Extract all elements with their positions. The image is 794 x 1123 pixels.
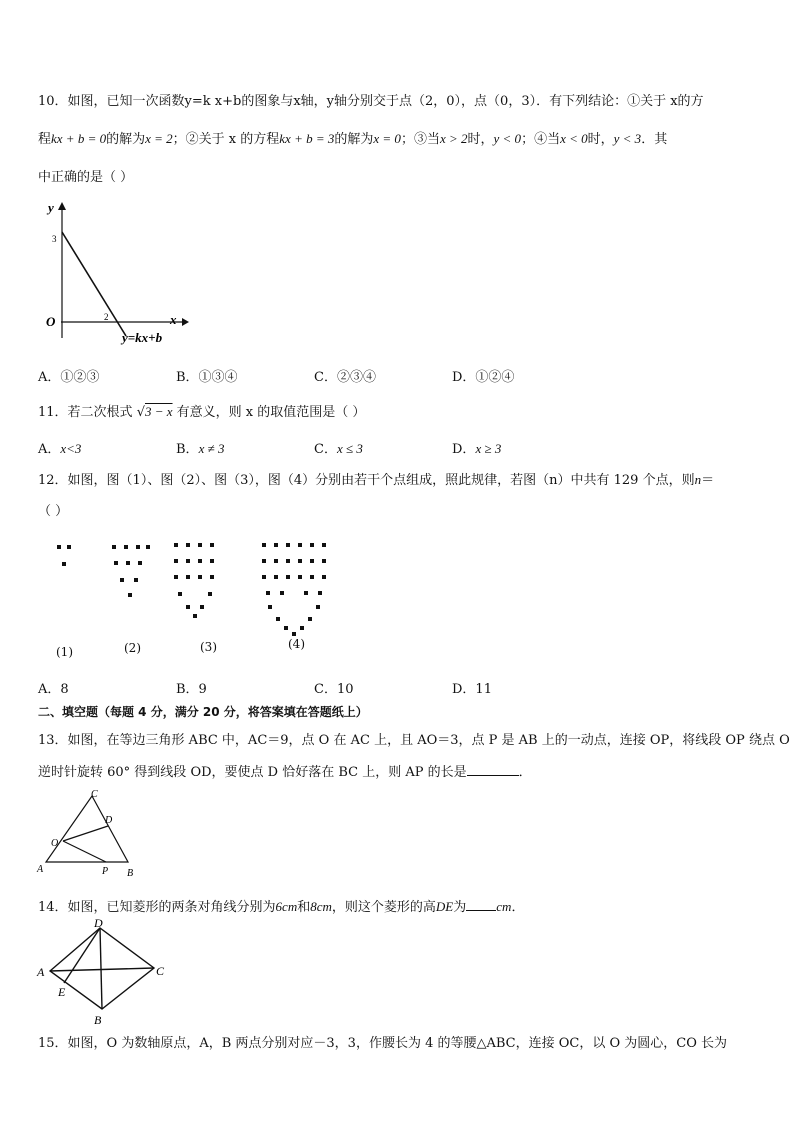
point-d-label: D (105, 815, 113, 826)
q13-text: ． (518, 765, 532, 780)
point-c-label: C (156, 964, 165, 978)
q10-eq7: x < 0 (560, 131, 588, 146)
q12-text: ＝ (701, 473, 715, 488)
q14-text: 为 (453, 900, 467, 915)
fig-label-3: (3) (200, 640, 217, 654)
option-expr: x ≠ 3 (198, 441, 225, 456)
q11-radical: √3 − x (136, 404, 173, 420)
diagonal-ac (50, 968, 154, 971)
q10-text: 时， (587, 132, 614, 147)
fig-label-1: (1) (56, 645, 73, 659)
segment-op (63, 841, 106, 862)
graph-line (62, 232, 126, 336)
x-axis-arrow-icon (182, 318, 189, 326)
q10-option-d[interactable]: D．①②④ (452, 370, 515, 385)
point-e-label: E (58, 985, 66, 999)
q11-option-d[interactable] (452, 438, 501, 457)
fig-label-2: (2) (124, 641, 141, 655)
point-b-label: B (94, 1013, 102, 1026)
q13-line1: 13．如图，在等边三角形 ABC 中，AC＝9，点 O 在 AC 上，且 AO＝3，点 P 是 AB 上的一动点，连接 OP，将线段 OP 绕点 O (38, 733, 790, 748)
q10-text: 的解为 (334, 132, 374, 147)
dot-figure-3 (174, 543, 214, 618)
q10-line3: 中正确的是（ ） (38, 170, 134, 185)
q11-text: 11．若二次根式 (38, 405, 133, 420)
q11-option-c[interactable] (314, 438, 363, 457)
fig-label-4: (4) (288, 637, 305, 651)
q12-option-d[interactable]: D．11 (452, 682, 492, 697)
q10-option-b[interactable]: B．①③④ (176, 370, 238, 385)
q10-eq4: x = 0 (373, 131, 401, 146)
q10-text: ；④当 (521, 132, 561, 147)
q14-text: ． (511, 900, 525, 915)
q13-line2 (38, 761, 532, 780)
line-label: y=kx+b (122, 330, 163, 345)
q13-text: 逆时针旋转 60° 得到线段 OD，要使点 D 恰好落在 BC 上，则 AP 的长是 (38, 765, 467, 780)
q13-triangle-figure (34, 786, 154, 878)
q14-unit: cm (496, 899, 512, 914)
q12-option-b[interactable]: B．9 (176, 682, 207, 697)
q11-option-a[interactable] (38, 438, 81, 457)
q10-eq1: kx + b = 0 (51, 131, 107, 146)
option-expr: x ≤ 3 (336, 441, 363, 456)
q10-text: 程 (38, 132, 52, 147)
q14-value-2: 8cm (310, 899, 332, 914)
option-expr: x ≥ 3 (475, 441, 502, 456)
section-heading: 二、填空题（每题 4 分，满分 20 分，将答案填在答题纸上） (38, 705, 368, 719)
q11-radicand: 3 − x (144, 404, 173, 419)
q12-line2: （ ） (38, 504, 69, 519)
y-label: y (48, 200, 54, 215)
q12-option-c[interactable]: C．10 (314, 682, 354, 697)
dot-figure-4 (262, 543, 326, 636)
q10-option-c[interactable]: C．②③④ (314, 370, 376, 385)
y-axis-arrow-icon (58, 202, 66, 210)
q14-line (38, 896, 524, 915)
option-label: C． (314, 442, 337, 457)
dot-figure-2 (112, 545, 150, 597)
q15-line1: 15．如图，O 为数轴原点，A，B 两点分别对应－3，3，作腰长为 4 的等腰△ABC，连接 OC，以 O 为圆心，CO 长为 (38, 1036, 728, 1051)
q10-eq2: x = 2 (145, 131, 173, 146)
point-b-label: B (127, 868, 134, 878)
x-label: x (170, 312, 177, 327)
q10-line1: 10．如图，已知一次函数y=k x+b的图象与x轴，y轴分别交于点（2，0），点（0，3）．有下列结论：①关于 x的方 (38, 94, 704, 109)
q14-text: ，则这个菱形的高 (331, 900, 436, 915)
height-de (64, 928, 100, 983)
q10-text: ．其 (641, 132, 668, 147)
point-p-label: P (102, 866, 109, 877)
option-expr: x<3 (60, 441, 82, 456)
q10-eq3: kx + b = 3 (279, 131, 335, 146)
q11-option-b[interactable] (176, 438, 224, 457)
q10-text: ；②关于 x 的方程 (172, 132, 280, 147)
answer-blank[interactable] (467, 765, 519, 776)
q14-text: 和 (297, 900, 311, 915)
x-tick-label: 2 (104, 312, 109, 322)
answer-blank[interactable] (466, 900, 496, 911)
q10-graph (34, 198, 194, 348)
y-tick-label: 3 (52, 234, 57, 244)
q10-eq5: x > 2 (439, 131, 468, 146)
dot-figure-1 (57, 545, 71, 566)
option-label: B． (176, 442, 199, 457)
q12-line1 (38, 469, 714, 488)
diagonal-bd (100, 928, 102, 1009)
origin-label: O (46, 314, 56, 329)
q14-rhombus-figure (34, 916, 174, 1026)
q14-value-1: 6cm (275, 899, 298, 914)
q11-line (38, 401, 365, 420)
point-d-label: D (94, 916, 103, 930)
q10-text: 的解为 (106, 132, 146, 147)
q12-n: n (694, 472, 702, 487)
q11-text: 有意义，则 x 的取值范围是（ ） (176, 405, 366, 420)
point-o-label: O (51, 838, 59, 849)
point-a-label: A (37, 864, 44, 875)
q10-line2 (38, 128, 667, 147)
q10-option-a[interactable]: A．①②③ (38, 370, 100, 385)
q14-text: 14．如图，已知菱形的两条对角线分别为 (38, 900, 276, 915)
q10-text: ；③当 (400, 132, 440, 147)
point-c-label: C (91, 789, 98, 800)
q10-text: 时， (467, 132, 494, 147)
q14-de: DE (435, 899, 454, 914)
point-a-label: A (37, 965, 45, 979)
q12-text: 12．如图，图（1）、图（2）、图（3），图（4）分别由若干个点组成，照此规律，若图（n）中共有 129 个点，则 (38, 473, 695, 488)
option-label: D． (452, 442, 476, 457)
q12-option-a[interactable]: A．8 (38, 682, 69, 697)
q10-eq8: y < 3 (613, 131, 642, 146)
q10-eq6: y < 0 (493, 131, 522, 146)
option-label: A． (38, 442, 61, 457)
